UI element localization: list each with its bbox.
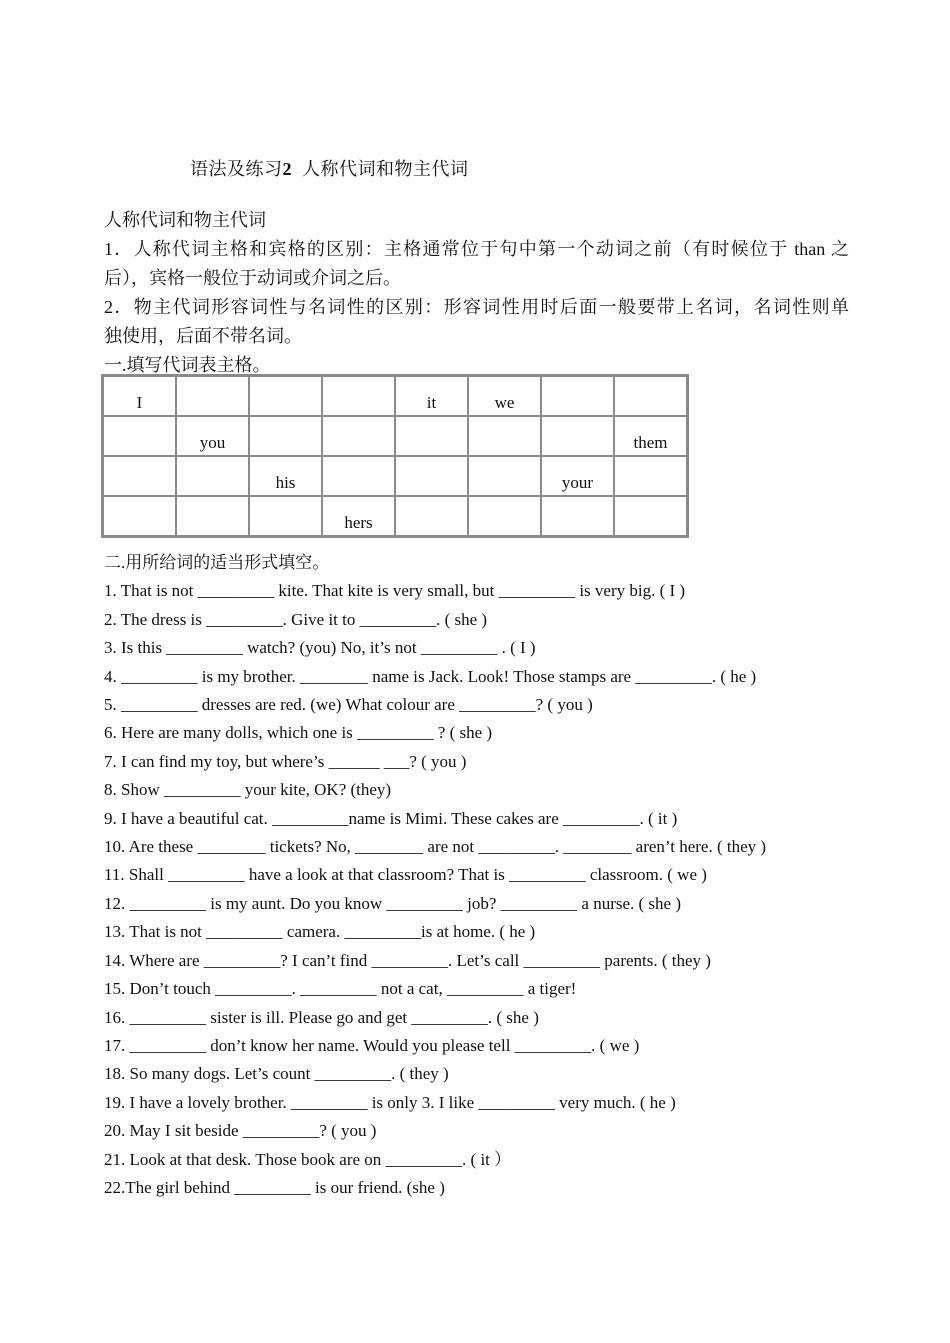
table-cell: [176, 376, 249, 416]
page-title: [190, 155, 469, 181]
table-cell: [103, 416, 176, 456]
exercise-item: 9. I have a beautiful cat. _________name is Mimi. These cakes are _________. ( it ): [104, 808, 678, 828]
table-cell: [249, 376, 322, 416]
table-cell: them: [614, 416, 687, 456]
table-cell: [468, 416, 541, 456]
rule-1-line-2: 后），宾格一般位于动词或介词之后。: [104, 268, 401, 288]
exercise-item: 2. The dress is _________. Give it to _________. ( she ): [104, 609, 488, 629]
title-number: 2: [282, 159, 292, 179]
exercise-item: 15. Don’t touch _________. _________ not a cat, _________ a tiger!: [104, 979, 577, 999]
table-row: [103, 376, 687, 416]
table-cell: [541, 496, 614, 536]
exercise-item: 21. Look at that desk. Those book are on _________. ( it ）: [104, 1149, 512, 1169]
exercise-item: 1. That is not _________ kite. That kite is very small, but _________ is very big. ( I ): [104, 581, 686, 601]
table-cell: you: [176, 416, 249, 456]
exercise-item: 11. Shall _________ have a look at that classroom? That is _________ classroom. ( we ): [104, 865, 707, 885]
table-cell: [395, 416, 468, 456]
exercise-item: 16. _________ sister is ill. Please go and get _________. ( she ): [104, 1007, 539, 1027]
exercise-item: 4. _________ is my brother. ________ name is Jack. Look! Those stamps are _________. ( he ): [104, 666, 757, 686]
exercise-section: [104, 549, 766, 1202]
title-suffix: 人称代词和物主代词: [302, 159, 469, 179]
title-prefix: 语法及练习: [190, 159, 283, 179]
table-row: [103, 496, 687, 536]
table-cell: [322, 456, 395, 496]
exercise-item: 10. Are these ________ tickets? No, ________ are not _________. ________ aren’t here. ( they ): [104, 837, 767, 857]
pronoun-table: [101, 374, 689, 538]
table-cell: [322, 376, 395, 416]
table-cell: [614, 496, 687, 536]
section-1-title: 一.填写代词表主格。: [104, 355, 271, 375]
exercise-item: 12. _________ is my aunt. Do you know _________ job? _________ a nurse. ( she ): [104, 893, 682, 913]
exercise-list: [104, 577, 766, 1202]
intro-section: [104, 206, 849, 380]
table-cell: [468, 456, 541, 496]
table-cell: [249, 496, 322, 536]
rule-1-line-1: 1．人称代词主格和宾格的区别：主格通常位于句中第一个动词之前（有时候位于 than 之: [104, 239, 849, 259]
table-cell: hers: [322, 496, 395, 536]
table-cell: [103, 456, 176, 496]
exercise-item: 20. May I sit beside _________? ( you ): [104, 1121, 377, 1141]
table-cell: [322, 416, 395, 456]
section-2-title: 二.用所给词的适当形式填空。: [104, 553, 330, 572]
rule-2-line-2: 独使用，后面不带名词。: [104, 326, 302, 346]
exercise-item: 8. Show _________ your kite, OK? (they): [104, 780, 392, 800]
table-cell: [614, 456, 687, 496]
exercise-item: 5. _________ dresses are red. (we) What colour are _________? ( you ): [104, 695, 593, 715]
table-cell: [468, 496, 541, 536]
exercise-item: 13. That is not _________ camera. _________is at home. ( he ): [104, 922, 536, 942]
table-cell: [103, 496, 176, 536]
exercise-item: 7. I can find my toy, but where’s ______ ___? ( you ): [104, 751, 467, 771]
table-cell: we: [468, 376, 541, 416]
table-cell: [249, 416, 322, 456]
table-row: [103, 456, 687, 496]
table-cell: [176, 456, 249, 496]
exercise-item: 6. Here are many dolls, which one is _________ ? ( she ): [104, 723, 493, 743]
table-cell: [541, 416, 614, 456]
table-row: [103, 416, 687, 456]
exercise-item: 17. _________ don’t know her name. Would you please tell _________. ( we ): [104, 1035, 640, 1055]
rule-2-line-1: 2．物主代词形容词性与名词性的区别：形容词性用时后面一般要带上名词，名词性则单: [104, 297, 849, 317]
table-cell: [395, 496, 468, 536]
table-cell: [395, 456, 468, 496]
table-cell: it: [395, 376, 468, 416]
table-cell: [541, 376, 614, 416]
table-cell: his: [249, 456, 322, 496]
exercise-item: 18. So many dogs. Let’s count _________. ( they ): [104, 1064, 449, 1084]
table-cell: I: [103, 376, 176, 416]
exercise-item: 19. I have a lovely brother. _________ is only 3. I like _________ very much. ( he ): [104, 1092, 676, 1112]
exercise-item: 14. Where are _________? I can’t find _________. Let’s call _________ parents. ( they ): [104, 950, 711, 970]
exercise-item: 3. Is this _________ watch? (you) No, it’s not _________ . ( I ): [104, 638, 536, 658]
table-cell: [614, 376, 687, 416]
table-cell: your: [541, 456, 614, 496]
table-cell: [176, 496, 249, 536]
exercise-item: 22.The girl behind _________ is our friend. (she ): [104, 1177, 445, 1197]
intro-heading: 人称代词和物主代词: [104, 210, 266, 230]
